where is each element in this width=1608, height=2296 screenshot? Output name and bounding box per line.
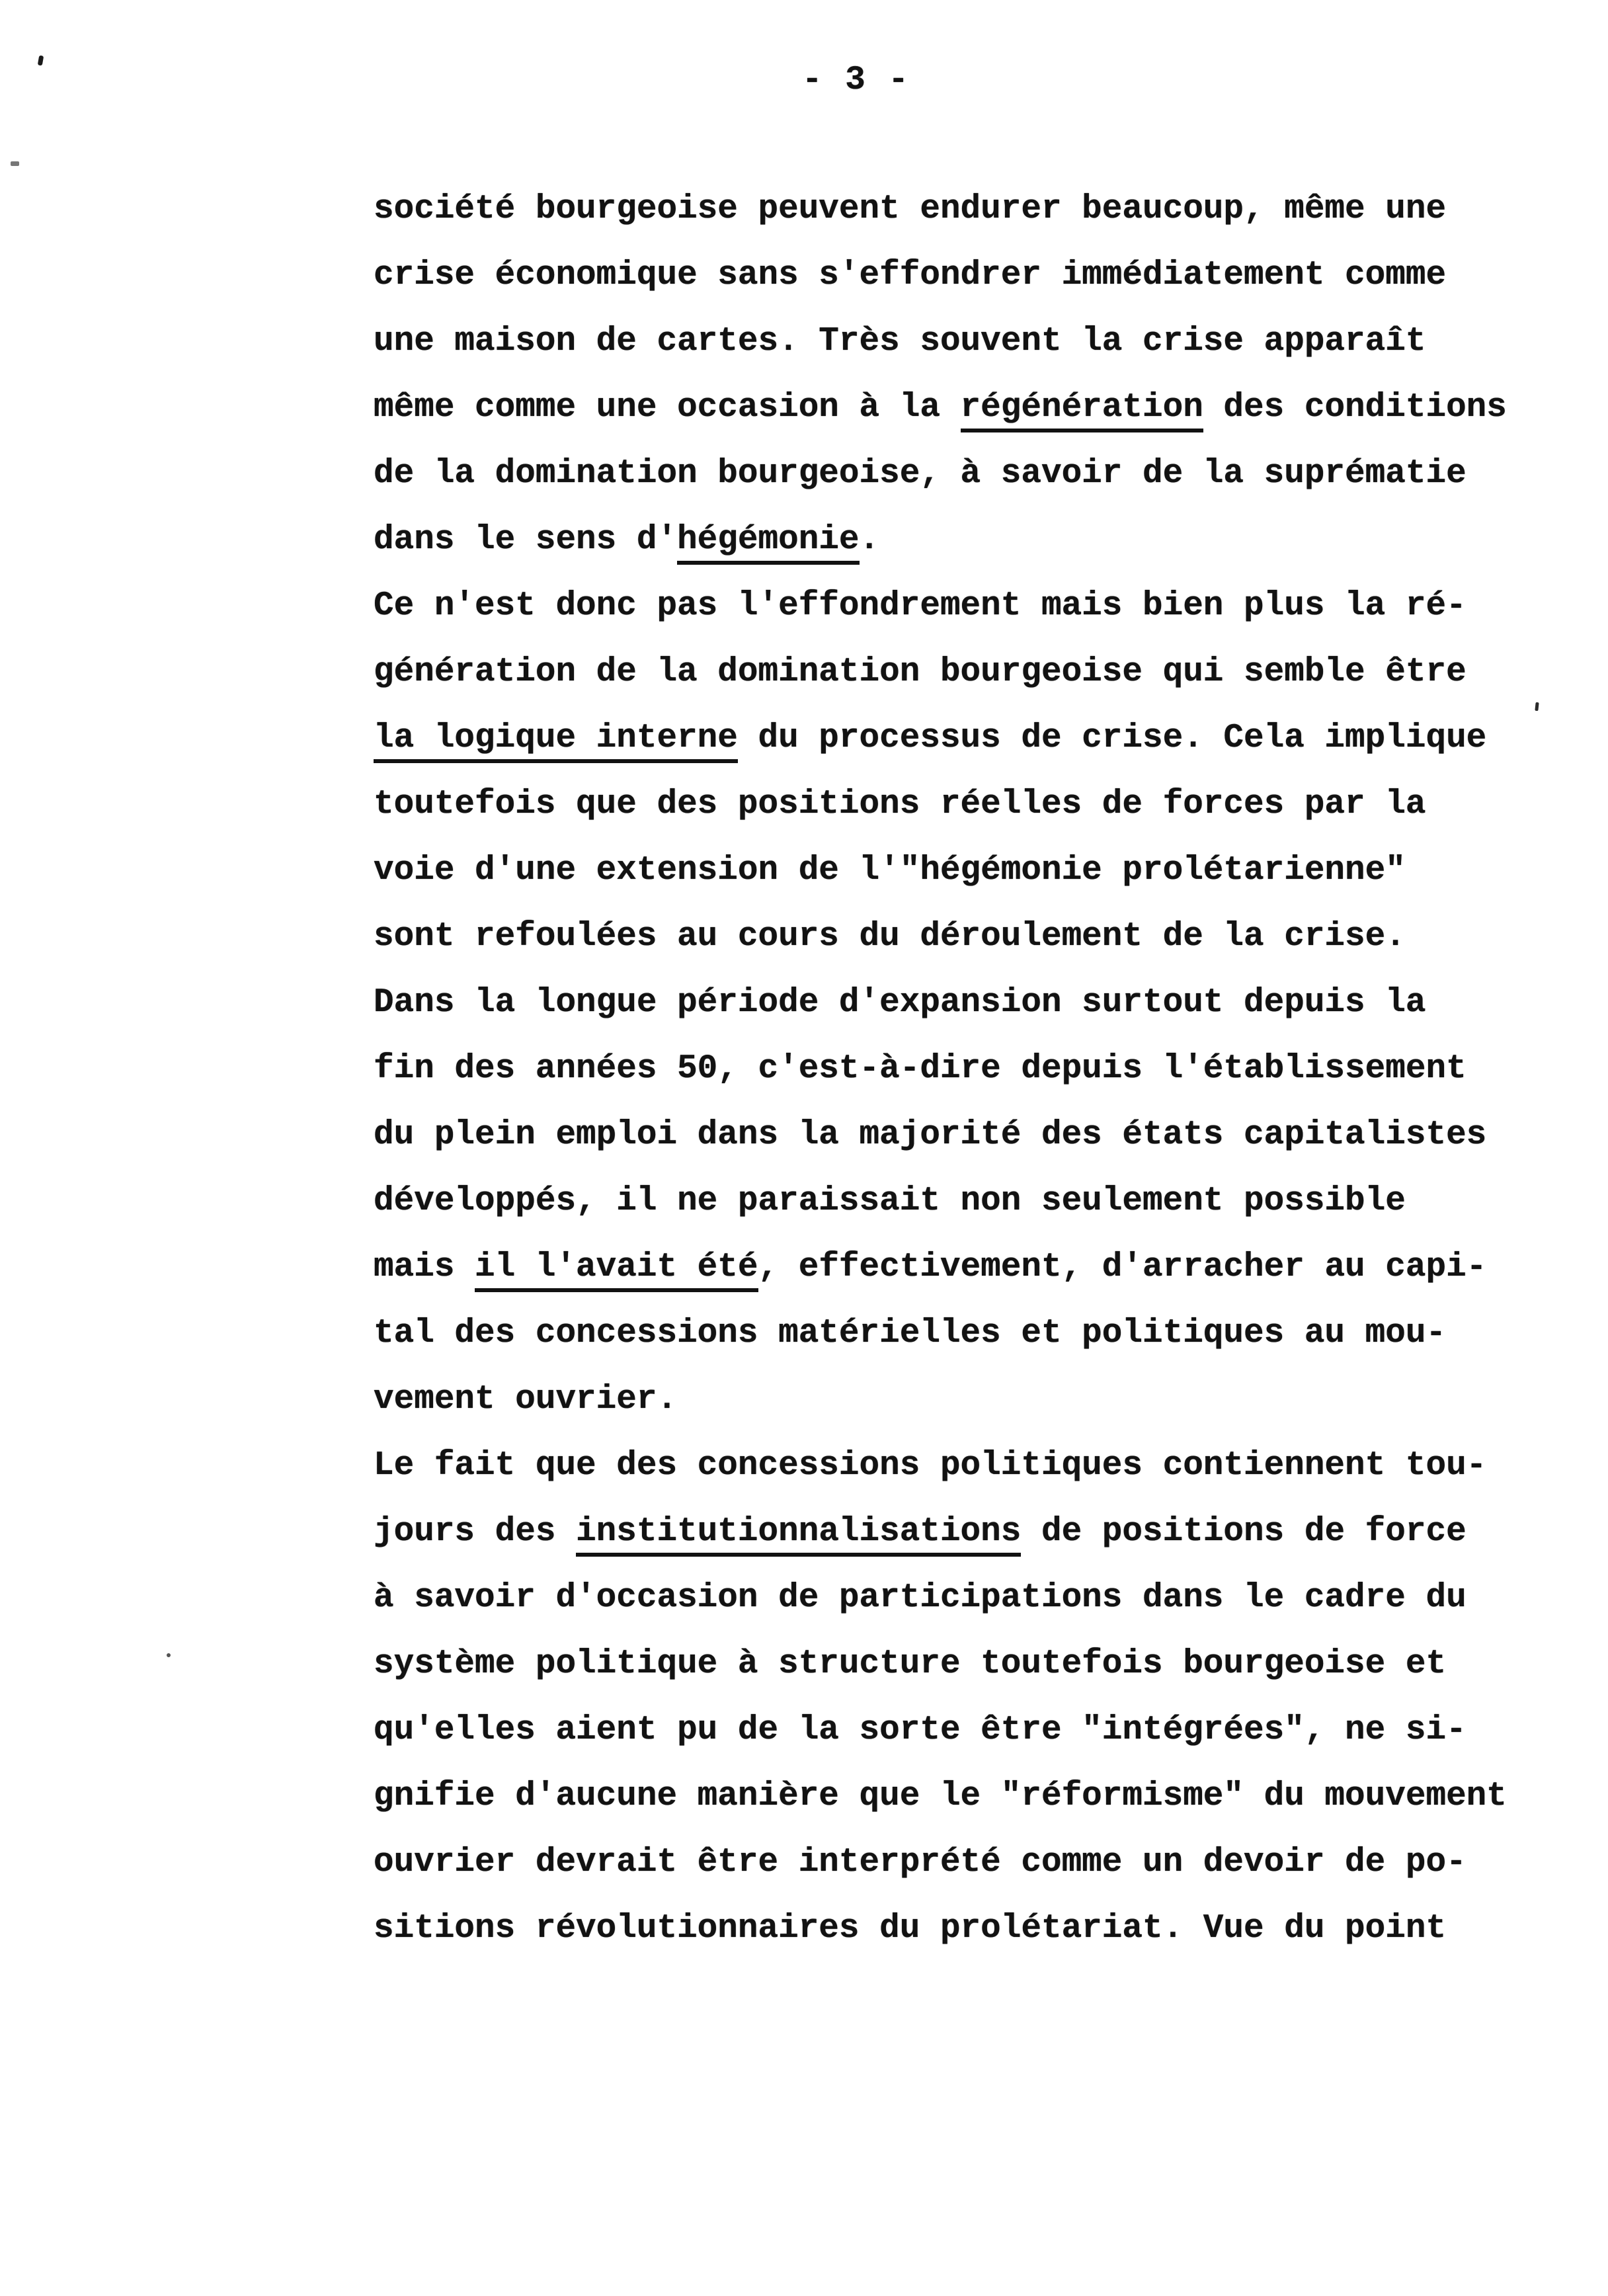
line-text: de la domination bourgeoise, à savoir de la suprématie [374, 455, 1467, 493]
line-text: génération de la domination bourgeoise qui semble être [374, 653, 1467, 691]
line-text: sitions révolutionnaires du prolétariat. Vue du point [374, 1910, 1447, 1948]
text-line [374, 1698, 1537, 1764]
line-text: . [859, 521, 880, 559]
line-text: même comme une occasion à la [374, 389, 961, 427]
text-line [374, 309, 1537, 375]
text-line [374, 375, 1537, 441]
text-line [374, 772, 1537, 838]
text-line [374, 970, 1537, 1036]
text-line [374, 1499, 1537, 1565]
line-text: du processus de crise. Cela implique [737, 719, 1487, 757]
line-text: toutefois que des positions réelles de forces par la [374, 786, 1426, 823]
underlined-text: régénération [961, 389, 1203, 432]
line-text: gnifie d'aucune manière que le "réformisme" du mouvement [374, 1778, 1507, 1815]
text-line [374, 1433, 1537, 1499]
line-text: crise économique sans s'effondrer immédiatement comme [374, 257, 1447, 294]
line-text: dans le sens d' [374, 521, 678, 559]
text-line [374, 441, 1537, 507]
text-line [374, 639, 1537, 706]
page-number: - 3 - [802, 62, 910, 99]
line-text: qu'elles aient pu de la sorte être "intégrées", ne si- [374, 1711, 1467, 1749]
text-line [374, 573, 1537, 639]
line-text: une maison de cartes. Très souvent la crise apparaît [374, 323, 1426, 360]
line-text: système politique à structure toutefois bourgeoise et [374, 1645, 1447, 1683]
text-line [374, 1764, 1537, 1830]
line-text: , effectivement, d'arracher au capi- [758, 1249, 1487, 1286]
text-line [374, 1235, 1537, 1301]
line-text: tal des concessions matérielles et politiques au mou- [374, 1315, 1447, 1352]
line-text: voie d'une extension de l'"hégémonie prolétarienne" [374, 852, 1406, 889]
line-text: de positions de force [1021, 1513, 1467, 1551]
text-line [374, 1102, 1537, 1168]
text-line [374, 1896, 1537, 1962]
text-line [374, 177, 1537, 243]
text-line [374, 1565, 1537, 1631]
line-text: des conditions [1203, 389, 1507, 427]
text-line [374, 904, 1537, 970]
text-line [374, 706, 1537, 772]
line-text: Dans la longue période d'expansion surtout depuis la [374, 984, 1426, 1022]
line-text: à savoir d'occasion de participations dans le cadre du [374, 1579, 1467, 1617]
underlined-text: il l'avait été [475, 1249, 758, 1292]
text-line [374, 1301, 1537, 1367]
scan-artifact [167, 1653, 171, 1657]
text-line [374, 1631, 1537, 1698]
line-text: Ce n'est donc pas l'effondrement mais bien plus la ré- [374, 587, 1467, 625]
text-line [374, 838, 1537, 904]
line-text: Le fait que des concessions politiques contiennent tou- [374, 1447, 1487, 1485]
text-line [374, 1168, 1537, 1235]
line-text: jours des [374, 1513, 577, 1551]
line-text: développés, il ne paraissait non seulement possible [374, 1182, 1406, 1220]
text-line [374, 1830, 1537, 1896]
underlined-text: la logique interne [374, 719, 738, 763]
text-line [374, 507, 1537, 573]
line-text: ouvrier devrait être interprété comme un devoir de po- [374, 1844, 1467, 1881]
line-text: vement ouvrier. [374, 1381, 678, 1418]
underlined-text: institutionnalisations [576, 1513, 1021, 1557]
line-text: société bourgeoise peuvent endurer beaucoup, même une [374, 190, 1447, 228]
line-text: fin des années 50, c'est-à-dire depuis l'établissement [374, 1050, 1467, 1088]
text-block [374, 177, 1537, 1962]
underlined-text: hégémonie [677, 521, 859, 565]
scan-artifact [11, 161, 19, 166]
scan-artifact [38, 56, 44, 66]
text-line [374, 1367, 1537, 1433]
line-text: sont refoulées au cours du déroulement de la crise. [374, 918, 1406, 956]
text-line [374, 243, 1537, 309]
text-line [374, 1036, 1537, 1102]
line-text: mais [374, 1249, 475, 1286]
line-text: du plein emploi dans la majorité des états capitalistes [374, 1116, 1487, 1154]
